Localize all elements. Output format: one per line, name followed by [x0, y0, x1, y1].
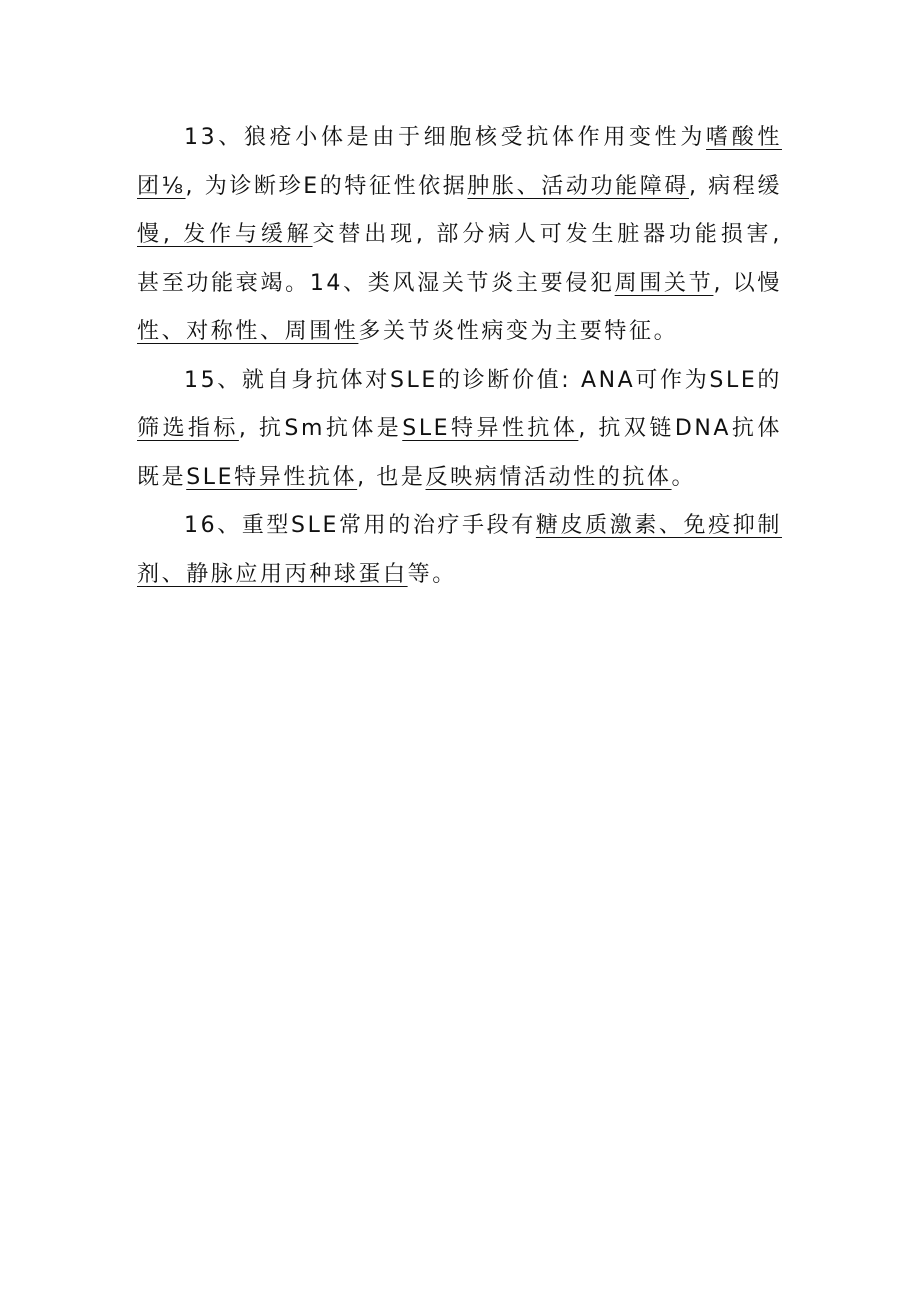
text-segment: , 病程缓	[688, 173, 783, 199]
text-segment: 16、重型SLE常用的治疗手段有	[184, 513, 536, 538]
text-segment: 等。	[407, 561, 457, 587]
text-segment: , 为诊断珍E的特征性依据	[185, 173, 468, 199]
text-segment: , 也是	[357, 464, 426, 490]
answer-blank: 反映病情活动性的抗体	[425, 464, 672, 490]
text-segment: 多关节炎性病变为主要特征。	[358, 319, 679, 344]
text-segment: 13、狼疮小体是由于细胞核受抗体作用变性为	[184, 125, 707, 150]
answer-blank: 糖皮质激素、免疫抑制剂、静脉应用丙种球蛋白	[137, 513, 782, 587]
paragraph-13-14	[137, 114, 782, 357]
paragraph-15	[137, 357, 782, 503]
answer-blank: SLE特异性抗体	[186, 464, 358, 490]
answer-blank: SLE特异性抗体	[402, 416, 579, 441]
text-segment: 交替出现, 部分病人可发生脏器功能损害, 甚至功能衰竭。14、类风湿关节炎主要侵犯	[137, 222, 782, 296]
document-body	[137, 114, 782, 599]
answer-blank: 慢, 发作与缓解	[137, 222, 313, 247]
text-segment: 15、就自身抗体对SLE的诊断价值: ANA可作为SLE的	[184, 367, 782, 393]
answer-blank: 筛选指标	[137, 416, 239, 441]
text-segment: , 抗双链DNA抗体既是	[137, 416, 782, 490]
text-segment: 。	[671, 464, 697, 490]
answer-blank: 嗜酸性团⅛	[137, 125, 782, 199]
text-segment: , 以慢	[713, 270, 783, 296]
text-segment: , 抗Sm抗体是	[238, 416, 403, 441]
answer-blank: 性、对称性、周围性	[137, 319, 359, 344]
paragraph-16	[137, 502, 782, 599]
answer-blank: 肿胀、活动功能障碍	[467, 173, 689, 199]
answer-blank: 周围关节	[614, 270, 714, 296]
